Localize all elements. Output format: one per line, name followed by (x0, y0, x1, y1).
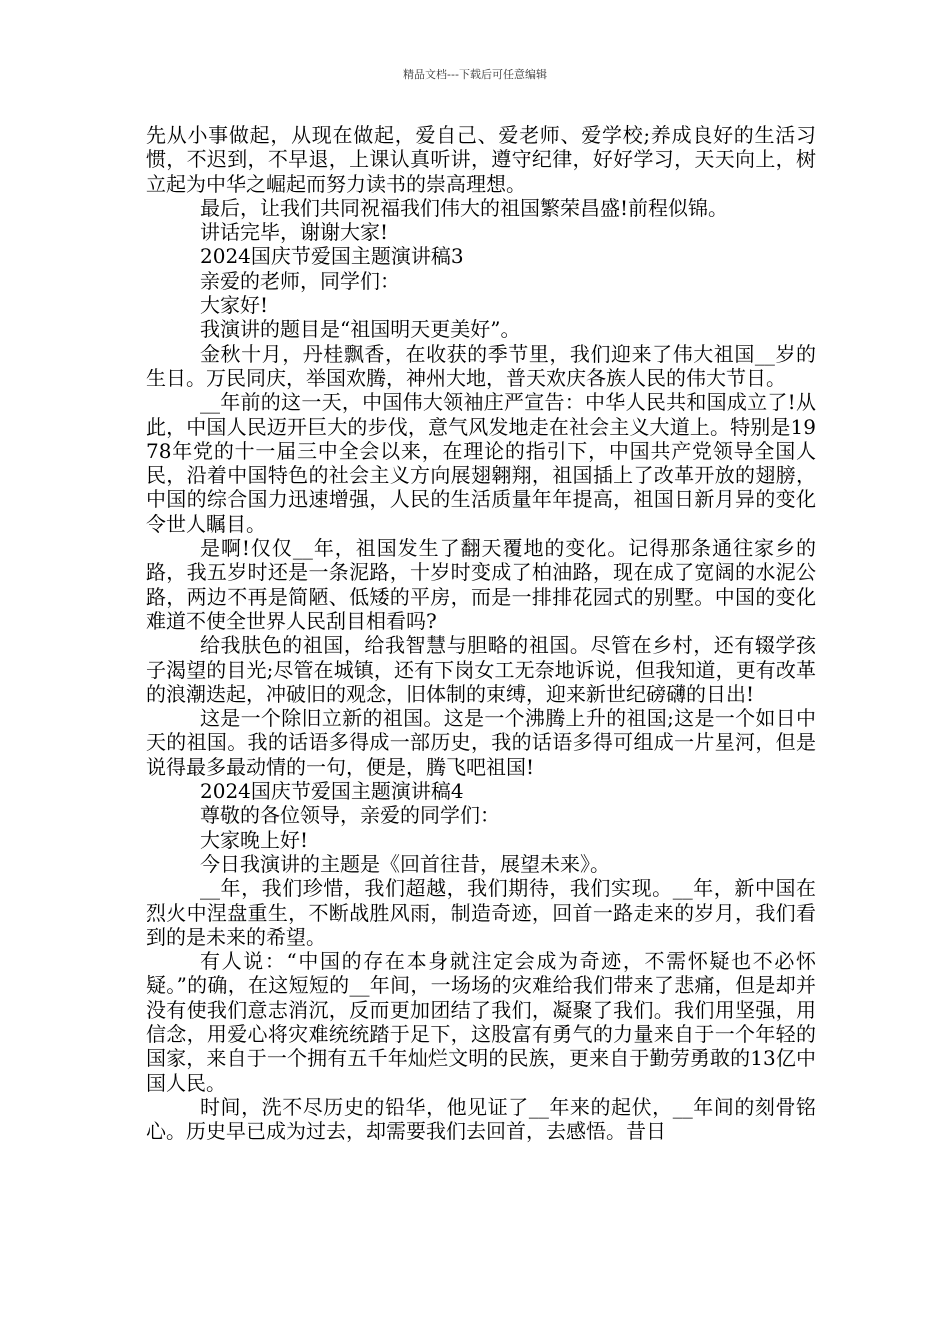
paragraph: 金秋十月，丹桂飘香，在收获的季节里，我们迎来了伟大祖国__岁的生日。万民同庆，举国欢腾，神州大地，普天欢庆各族人民的伟大节日。 (146, 341, 816, 390)
topic-line: 今日我演讲的主题是《回首往昔，展望未来》。 (200, 851, 610, 876)
paragraph: 有人说：“中国的存在本身就注定会成为奇迹，不需怀疑也不必怀疑。”的确，在这短短的__年间，一场场的灾难给我们带来了悲痛，但是却并没有使我们意志消沉，反而更加团结了我们，凝聚了我们。我们用坚强，用信念，用爱心将灾难统统踏于足下，这股富有勇气的力量来自于一个年轻的国家，来自于一个拥有五千年灿烂文明的民族，更来自于勤劳勇敢的13亿中国人民。 (146, 949, 816, 1095)
closing-line: 讲话完毕，谢谢大家! (200, 220, 389, 245)
salutation: 尊敬的各位领导，亲爱的同学们： (200, 803, 500, 828)
paragraph: __年，我们珍惜，我们超越，我们期待，我们实现。__年，新中国在烈火中涅盘重生，不断战胜风雨，制造奇迹，回首一路走来的岁月，我们看到的是未来的希望。 (146, 876, 816, 949)
paragraph: 这是一个除旧立新的祖国。这是一个沸腾上升的祖国;这是一个如日中天的祖国。我的话语多得成一部历史，我的话语多得可组成一片星河，但是说得最多最动情的一句，便是，腾飞吧祖国! (146, 706, 816, 779)
page-header: 精品文档---下载后可任意编辑 (403, 68, 547, 81)
paragraph: 是啊!仅仅__年，祖国发生了翻天覆地的变化。记得那条通往家乡的路，我五岁时还是一条泥路，十岁时变成了柏油路，现在成了宽阔的水泥公路，两边不再是简陋、低矮的平房，而是一排排花园式的别墅。中国的变化难道不使全世界人民刮目相看吗? (146, 536, 816, 633)
paragraph: 时间，洗不尽历史的铅华，他见证了__年来的起伏，__年间的刻骨铭心。历史早已成为过去，却需要我们去回首，去感悟。昔日 (146, 1094, 816, 1144)
section-title: 2024国庆节爱国主题演讲稿3 (200, 244, 464, 269)
paragraph: 最后，让我们共同祝福我们伟大的祖国繁荣昌盛!前程似锦。 (200, 195, 729, 220)
document-body (146, 123, 816, 1143)
topic-line: 我演讲的题目是“祖国明天更美好”。 (200, 317, 521, 342)
paragraph: __年前的这一天，中国伟大领袖庄严宣告：中华人民共和国成立了!从此，中国人民迈开巨大的步伐，意气风发地走在社会主义大道上。特别是1978年党的十一届三中全会以来，在理论的指引下，中国共产党领导全国人民，沿着中国特色的社会主义方向展翅翱翔，祖国插上了改革开放的翅膀，中国的综合国力迅速增强，人民的生活质量年年提高，祖国日新月异的变化令世人瞩目。 (146, 390, 816, 536)
greeting: 大家好! (200, 293, 269, 318)
section-title: 2024国庆节爱国主题演讲稿4 (200, 779, 464, 804)
paragraph: 先从小事做起，从现在做起，爱自己、爱老师、爱学校;养成良好的生活习惯，不迟到，不早退，上课认真听讲，遵守纪律，好好学习，天天向上，树立起为中华之崛起而努力读书的崇高理想。 (146, 123, 816, 196)
greeting: 大家晚上好! (200, 827, 309, 852)
paragraph: 给我肤色的祖国，给我智慧与胆略的祖国。尽管在乡村，还有辍学孩子渴望的目光;尽管在城镇，还有下岗女工无奈地诉说，但我知道，更有改革的浪潮迭起，冲破旧的观念，旧体制的束缚，迎来新世纪磅礴的日出! (146, 633, 816, 706)
salutation: 亲爱的老师，同学们： (200, 268, 400, 293)
